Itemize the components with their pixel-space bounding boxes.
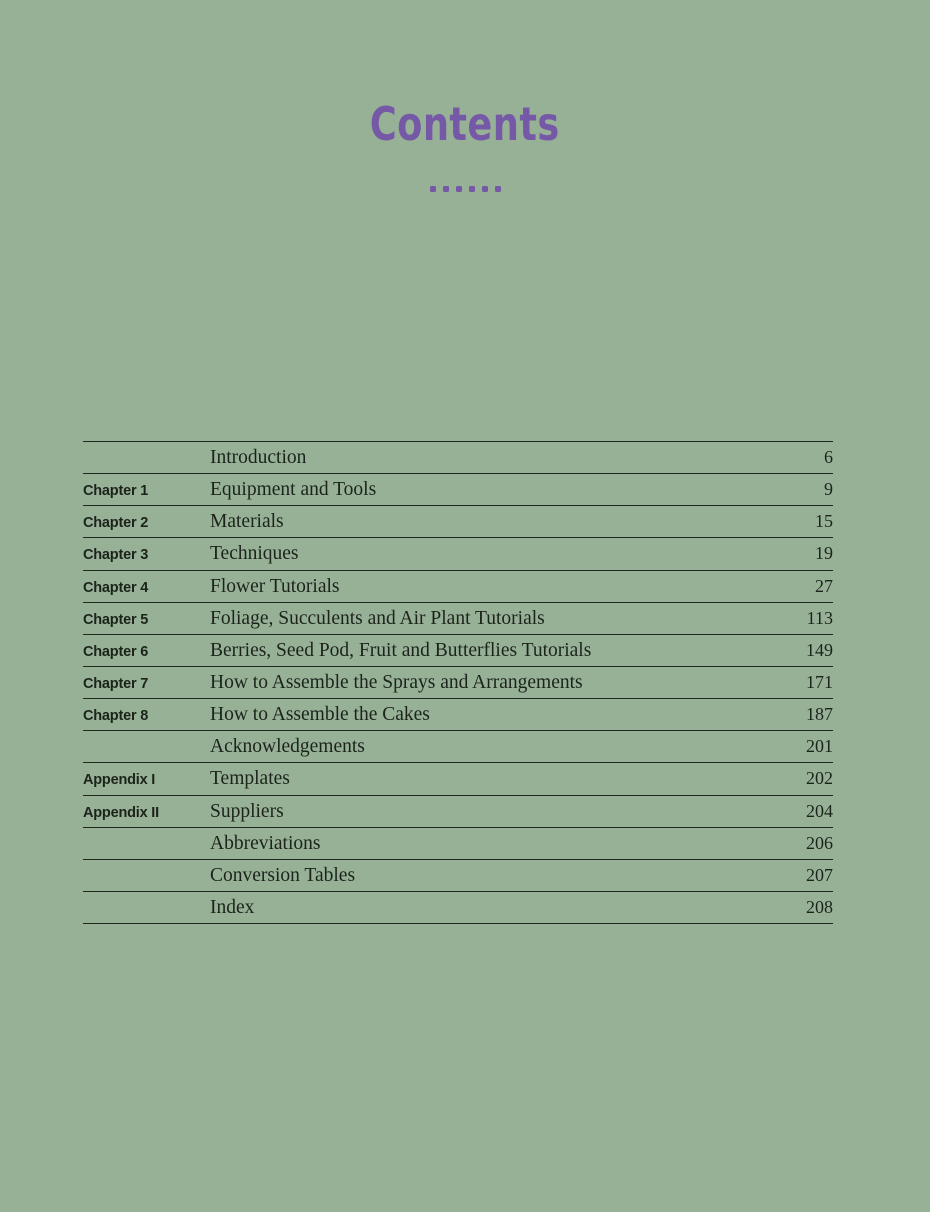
toc-page-number: 171 xyxy=(806,671,833,692)
toc-entry-title: Techniques xyxy=(210,543,299,565)
toc-page-number: 19 xyxy=(815,543,833,564)
toc-row xyxy=(83,570,833,602)
toc-entry-title: How to Assemble the Sprays and Arrangements xyxy=(210,671,583,693)
toc-row xyxy=(83,698,833,730)
page-title-text: Contents xyxy=(370,97,560,151)
toc-row xyxy=(83,634,833,666)
toc-page-number: 149 xyxy=(806,639,833,660)
ornament-dot xyxy=(482,186,488,192)
toc-entry-title: Suppliers xyxy=(210,800,284,822)
toc-page-number: 207 xyxy=(806,864,833,885)
toc-page-number: 27 xyxy=(815,575,833,596)
toc-entry-title: Index xyxy=(210,896,255,918)
toc-entry-title: Abbreviations xyxy=(210,832,321,854)
ornament-dot xyxy=(430,186,436,192)
toc-row xyxy=(83,795,833,827)
page-title xyxy=(0,98,930,150)
toc-table xyxy=(83,441,833,924)
toc-entry-title: Materials xyxy=(210,511,284,533)
ornament-dot xyxy=(495,186,501,192)
toc-entry-title: Flower Tutorials xyxy=(210,575,340,597)
ornament-dot xyxy=(469,186,475,192)
toc-row xyxy=(83,666,833,698)
toc-chapter-label: Appendix II xyxy=(83,804,159,821)
toc-row xyxy=(83,537,833,569)
toc-chapter-label: Appendix I xyxy=(83,772,156,789)
toc-row xyxy=(83,891,833,923)
toc-entry-title: Foliage, Succulents and Air Plant Tutorials xyxy=(210,607,545,629)
toc-row xyxy=(83,730,833,762)
toc-entry-title: How to Assemble the Cakes xyxy=(210,704,430,726)
toc-chapter-label: Chapter 3 xyxy=(83,547,149,564)
toc-row xyxy=(83,827,833,859)
toc-entry-title: Berries, Seed Pod, Fruit and Butterflies Tutorials xyxy=(210,639,592,661)
toc-entry-title: Introduction xyxy=(210,447,307,468)
toc-page-number: 202 xyxy=(806,768,833,789)
ornament-dot xyxy=(443,186,449,192)
toc-page-number: 206 xyxy=(806,832,833,853)
toc-page-number: 15 xyxy=(815,511,833,532)
toc-page-number: 9 xyxy=(824,479,833,500)
toc-page-number: 187 xyxy=(806,704,833,725)
toc-page-number: 6 xyxy=(824,447,833,467)
toc-row xyxy=(83,602,833,634)
toc-chapter-label: Chapter 6 xyxy=(83,643,149,660)
toc-row xyxy=(83,505,833,537)
toc-row xyxy=(83,859,833,891)
toc-page-number: 208 xyxy=(806,896,833,917)
toc-chapter-label: Chapter 2 xyxy=(83,515,149,532)
toc-entry-title: Equipment and Tools xyxy=(210,479,377,501)
toc-row xyxy=(83,473,833,505)
toc-row xyxy=(83,762,833,794)
toc-chapter-label: Chapter 5 xyxy=(83,611,149,628)
toc-page-number: 201 xyxy=(806,736,833,757)
toc-chapter-label: Chapter 7 xyxy=(83,675,149,692)
toc-entry-title: Templates xyxy=(210,768,290,790)
toc-chapter-label: Chapter 4 xyxy=(83,579,149,596)
title-ornament-dots xyxy=(0,186,930,192)
toc-chapter-label: Chapter 8 xyxy=(83,708,149,725)
toc-page-number: 204 xyxy=(806,800,833,821)
toc-page-number: 113 xyxy=(806,607,833,628)
toc-entry-title: Conversion Tables xyxy=(210,864,356,886)
toc-entry-title: Acknowledgements xyxy=(210,736,365,758)
toc-chapter-label: Chapter 1 xyxy=(83,483,149,500)
ornament-dot xyxy=(456,186,462,192)
toc-row xyxy=(83,441,833,473)
